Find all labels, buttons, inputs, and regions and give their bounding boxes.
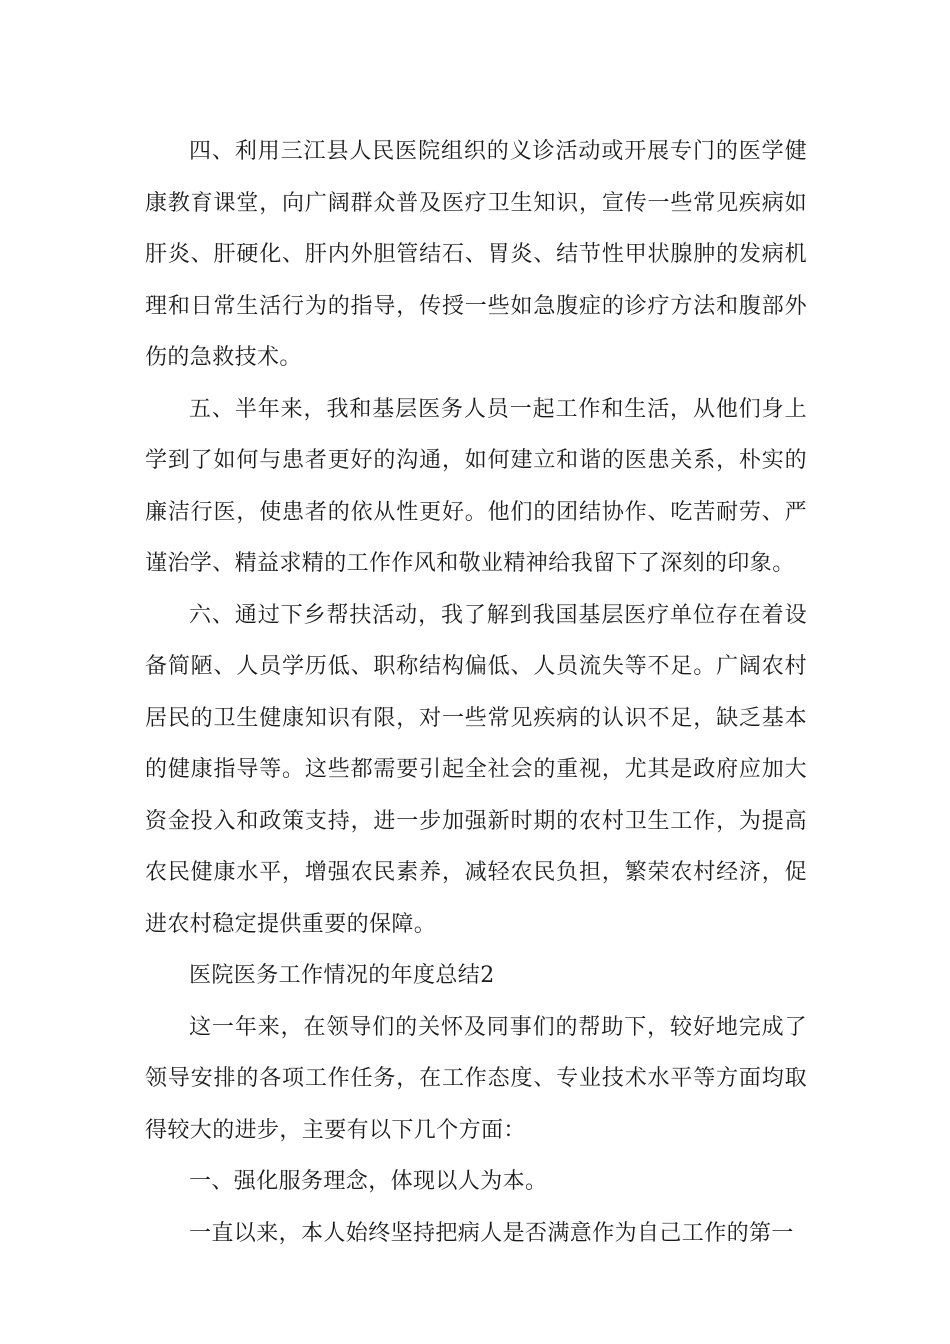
paragraph-section-four: 四、利用三江县人民医院组织的义诊活动或开展专门的医学健康教育课堂，向广阔群众普及医疗卫生知识，宣传一些常见疾病如肝炎、肝硬化、肝内外胆管结石、胃炎、结节性甲状腺肿的发病机理和日常生活行为的指导，传授一些如急腹症的诊疗方法和腹部外伤的急救技术。 xyxy=(145,139,807,370)
paragraph-point-one-body: 一直以来，本人始终坚持把病人是否满意作为自己工作的第一 xyxy=(189,1220,794,1246)
paragraph-section-six: 六、通过下乡帮扶活动，我了解到我国基层医疗单位存在着设备简陋、人员学历低、职称结构偏低、人员流失等不足。广阔农村居民的卫生健康知识有限，对一些常见疾病的认识不足，缺乏基本的健康指导等。这些都需要引起全社会的重视，尤其是政府应加大资金投入和政策支持，进一步加强新时期的农村卫生工作，为提高农民健康水平，增强农民素养，减轻农民负担，繁荣农村经济，促进农村稳定提供重要的保障。 xyxy=(145,602,807,937)
paragraph-point-one-heading: 一、强化服务理念，体现以人为本。 xyxy=(189,1169,548,1194)
paragraph-section-five: 五、半年来，我和基层医务人员一起工作和生活，从他们身上学到了如何与患者更好的沟通，如何建立和谐的医患关系，朴实的廉洁行医，使患者的依从性更好。他们的团结协作、吃苦耐劳、严谨治学、精益求精的工作作风和敬业精神给我留下了深刻的印象。 xyxy=(145,396,807,576)
paragraph-intro: 这一年来，在领导们的关怀及同事们的帮助下，较好地完成了领导安排的各项工作任务，在工作态度、专业技术水平等方面均取得较大的进步，主要有以下几个方面： xyxy=(145,1014,807,1143)
section-heading-summary-2: 医院医务工作情况的年度总结2 xyxy=(189,963,495,988)
document-body xyxy=(145,126,807,1259)
